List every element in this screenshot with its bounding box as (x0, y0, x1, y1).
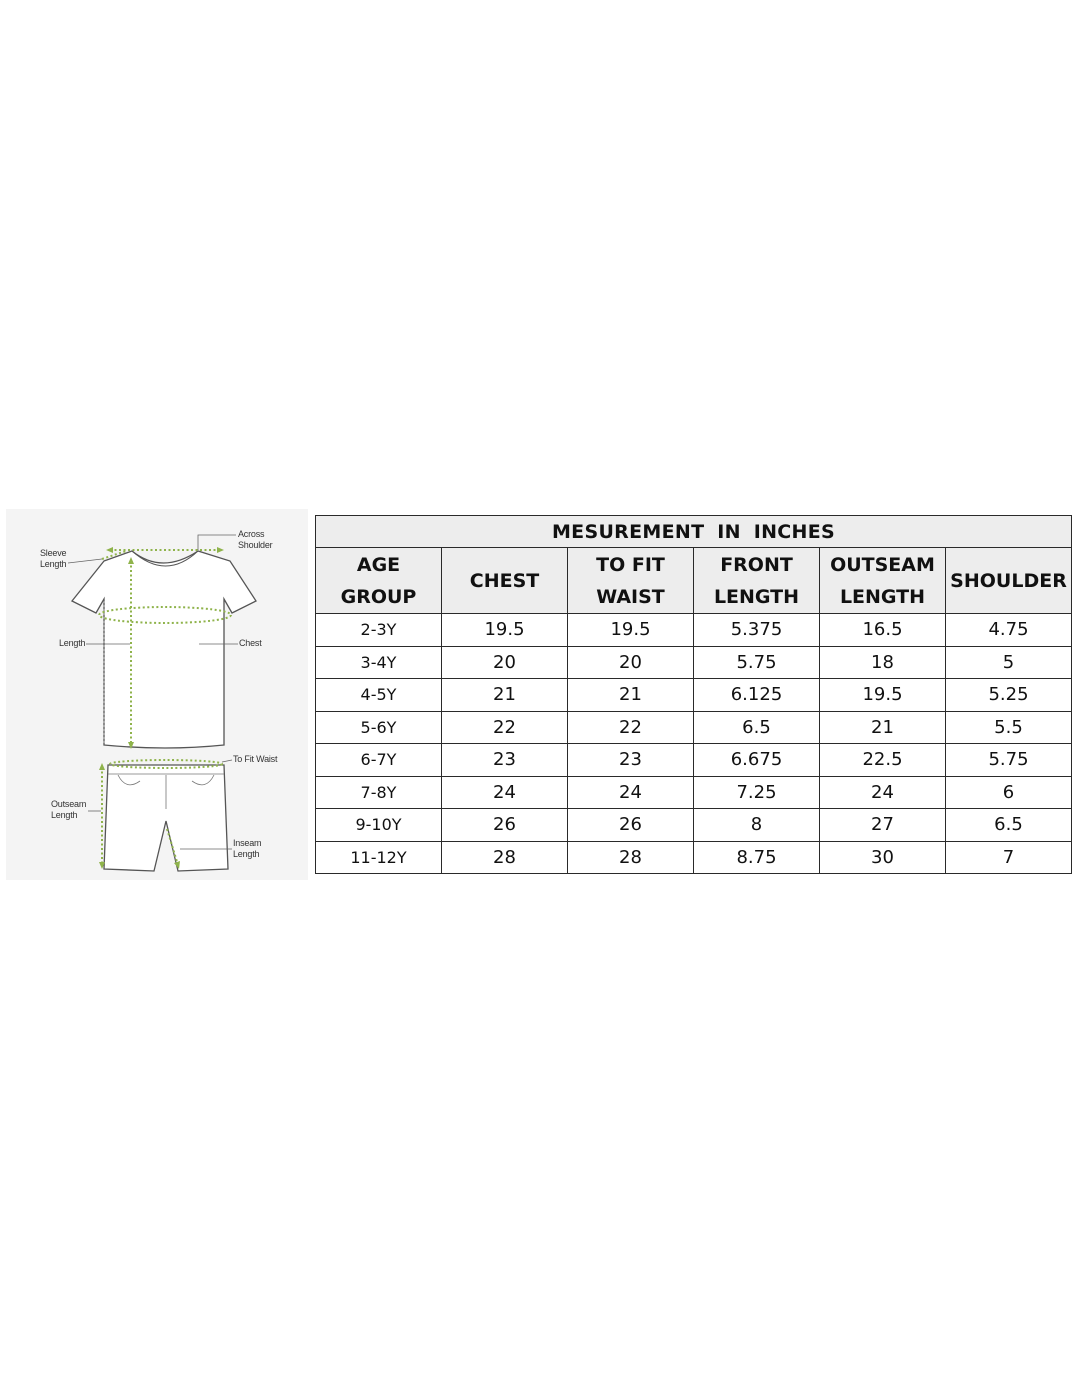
table-row (316, 841, 1072, 874)
cell-front-length: 8.75 (694, 841, 820, 874)
header-row (316, 548, 1072, 614)
cell-front-length: 8 (694, 809, 820, 842)
cell-to-fit-waist: 24 (568, 776, 694, 809)
header-label: CHEST (469, 569, 540, 592)
cell-outseam-length: 16.5 (820, 614, 946, 647)
label-length: Length (59, 638, 86, 648)
header-age-group (316, 548, 442, 614)
cell-chest: 19.5 (442, 614, 568, 647)
cell-front-length: 7.25 (694, 776, 820, 809)
label-across-shoulder: Across Shoulder (238, 529, 273, 550)
cell-shoulder: 5.75 (946, 744, 1072, 777)
table-row (316, 614, 1072, 647)
cell-to-fit-waist: 20 (568, 646, 694, 679)
cell-chest: 20 (442, 646, 568, 679)
label-sleeve-length: Sleeve Length (40, 548, 67, 569)
cell-outseam-length: 19.5 (820, 679, 946, 712)
header-front-length (694, 548, 820, 614)
cell-chest: 22 (442, 711, 568, 744)
cell-age-group: 11-12Y (316, 841, 442, 874)
header-shoulder (946, 548, 1072, 614)
cell-age-group: 5-6Y (316, 711, 442, 744)
table-title: MESUREMENT IN INCHES (316, 516, 1072, 548)
header-label: LENGTH (839, 585, 926, 608)
header-label: FRONT (720, 553, 793, 576)
cell-front-length: 6.125 (694, 679, 820, 712)
cell-age-group: 3-4Y (316, 646, 442, 679)
title-row (316, 516, 1072, 548)
measurement-diagram (6, 509, 308, 880)
label-outseam-length: Outseam Length (51, 799, 87, 820)
table-row (316, 646, 1072, 679)
size-chart-table (315, 515, 1072, 874)
cell-age-group: 7-8Y (316, 776, 442, 809)
cell-age-group: 4-5Y (316, 679, 442, 712)
header-label: LENGTH (713, 585, 800, 608)
header-label: SHOULDER (950, 569, 1067, 592)
cell-shoulder: 7 (946, 841, 1072, 874)
label-to-fit-waist: To Fit Waist (233, 754, 278, 764)
cell-to-fit-waist: 28 (568, 841, 694, 874)
cell-chest: 26 (442, 809, 568, 842)
header-to-fit-waist (568, 548, 694, 614)
header-outseam-length (820, 548, 946, 614)
table-row (316, 809, 1072, 842)
cell-to-fit-waist: 22 (568, 711, 694, 744)
cell-shoulder: 6 (946, 776, 1072, 809)
cell-to-fit-waist: 19.5 (568, 614, 694, 647)
cell-shoulder: 5.5 (946, 711, 1072, 744)
cell-outseam-length: 24 (820, 776, 946, 809)
header-label: TO FIT (596, 553, 665, 576)
cell-front-length: 5.375 (694, 614, 820, 647)
header-label: GROUP (340, 585, 417, 608)
cell-front-length: 6.5 (694, 711, 820, 744)
cell-chest: 28 (442, 841, 568, 874)
cell-outseam-length: 21 (820, 711, 946, 744)
cell-outseam-length: 18 (820, 646, 946, 679)
cell-to-fit-waist: 23 (568, 744, 694, 777)
header-label: AGE (356, 553, 401, 576)
header-chest (442, 548, 568, 614)
cell-chest: 21 (442, 679, 568, 712)
cell-front-length: 5.75 (694, 646, 820, 679)
cell-age-group: 2-3Y (316, 614, 442, 647)
label-inseam-length: Inseam Length (233, 838, 262, 859)
cell-chest: 24 (442, 776, 568, 809)
header-label: OUTSEAM (830, 553, 935, 576)
cell-outseam-length: 27 (820, 809, 946, 842)
cell-front-length: 6.675 (694, 744, 820, 777)
cell-chest: 23 (442, 744, 568, 777)
cell-outseam-length: 30 (820, 841, 946, 874)
cell-age-group: 9-10Y (316, 809, 442, 842)
table-row (316, 744, 1072, 777)
cell-shoulder: 4.75 (946, 614, 1072, 647)
cell-shoulder: 6.5 (946, 809, 1072, 842)
label-chest: Chest (239, 638, 262, 648)
cell-outseam-length: 22.5 (820, 744, 946, 777)
header-label: WAIST (596, 585, 665, 608)
cell-to-fit-waist: 26 (568, 809, 694, 842)
table-row (316, 679, 1072, 712)
table-row (316, 711, 1072, 744)
cell-to-fit-waist: 21 (568, 679, 694, 712)
cell-shoulder: 5.25 (946, 679, 1072, 712)
table-row (316, 776, 1072, 809)
cell-age-group: 6-7Y (316, 744, 442, 777)
table-body (316, 614, 1072, 874)
tshirt-shape (72, 551, 256, 748)
cell-shoulder: 5 (946, 646, 1072, 679)
